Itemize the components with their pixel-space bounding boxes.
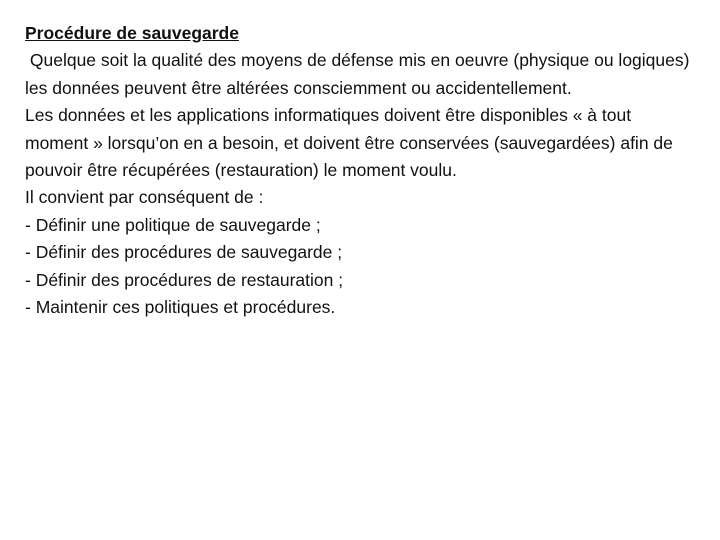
document-title: Procédure de sauvegarde — [25, 23, 239, 43]
paragraph-intro: Quelque soit la qualité des moyens de défense mis en oeuvre (physique ou logiques) les données peuvent être altérées consciemment ou accidentellement. — [25, 50, 695, 98]
paragraph-availability: Les données et les applications informatiques doivent être disponibles « à tout moment » lorsqu’on en a besoin, et doivent être conservées (sauvegardées) afin de pouvoir être récupérées (restauration) le moment voulu. — [25, 105, 673, 181]
list-item-restore-procedures: - Définir des procédures de restauration ; — [25, 269, 344, 290]
list-item-maintain: - Maintenir ces politiques et procédures. — [25, 297, 336, 318]
text-body — [25, 20, 695, 321]
paragraph-conclusion: Il convient par conséquent de : — [25, 187, 264, 208]
list-item-backup-procedures: - Définir des procédures de sauvegarde ; — [25, 242, 343, 263]
list-item-backup-policy: - Définir une politique de sauvegarde ; — [25, 214, 321, 235]
